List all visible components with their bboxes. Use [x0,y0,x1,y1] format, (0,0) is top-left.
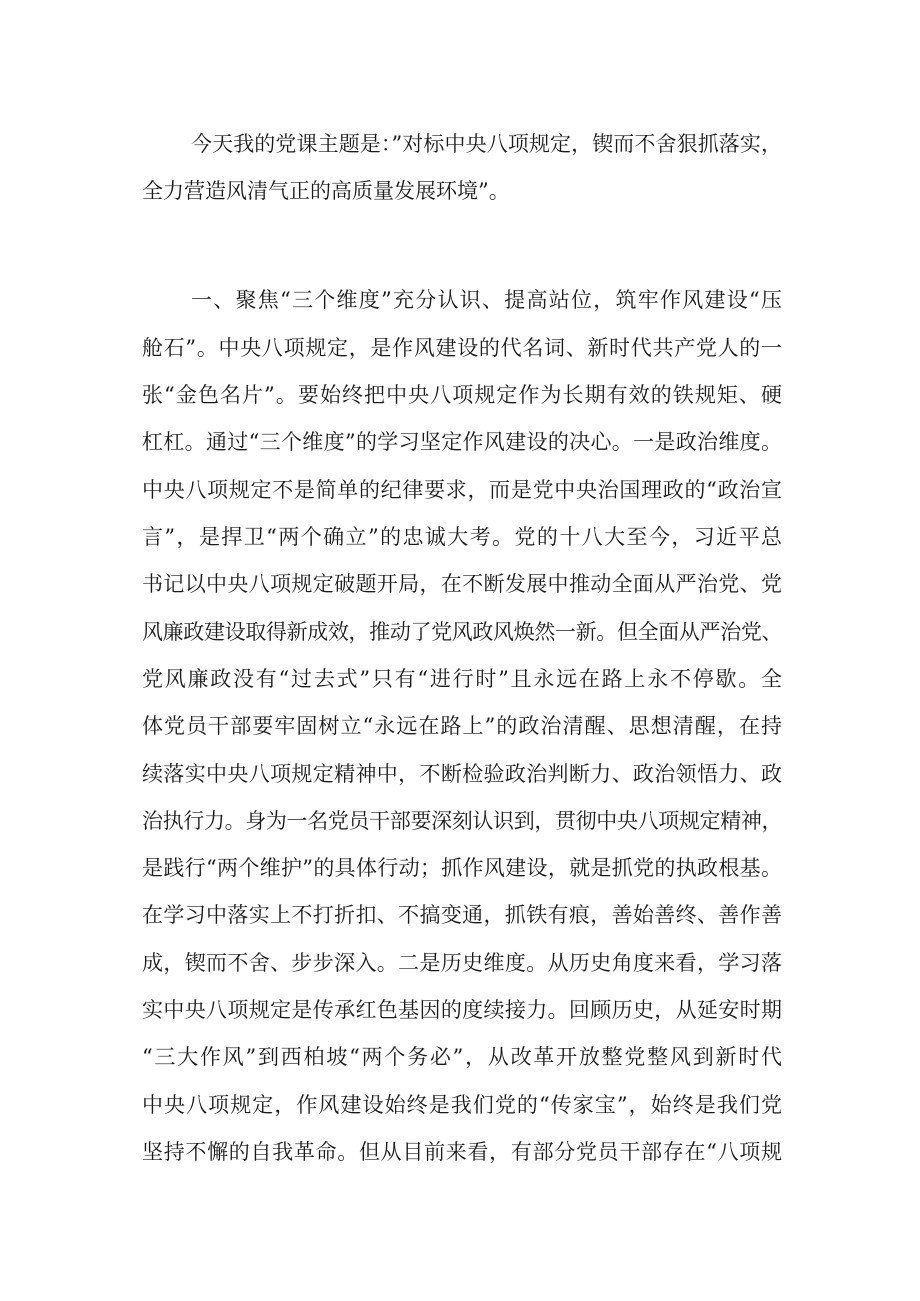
section1-line-7: 书记以中央八项规定破题开局，在不断发展中推动全面从严治党、党 [142,572,782,596]
section1-line-17: “三大作风”到西柏坡“两个务必”，从改革开放整党整风到新时代 [142,1045,782,1069]
section1-line-8: 风廉政建设取得新成效，推动了党风政风焕然一新。但全面从严治党、 [142,620,782,644]
section1-line-6: 言”，是捍卫“两个确立”的忠诚大考。党的十八大至今，习近平总 [142,525,782,549]
section1-line-2: 舱石”。中央八项规定，是作风建设的代名词、新时代共产党人的一 [142,336,782,360]
section1-line-15: 成，锲而不舍、步步深入。二是历史维度。从历史角度来看，学习落 [142,951,782,975]
section1-line-11: 续落实中央八项规定精神中，不断检验政治判断力、政治领悟力、政 [142,762,782,786]
section1-line-3: 张“金色名片”。要始终把中央八项规定作为长期有效的铁规矩、硬 [142,383,782,407]
section1-line-5: 中央八项规定不是简单的纪律要求，而是党中央治国理政的“政治宣 [142,478,782,502]
section1-line-4: 杠杠。通过“三个维度”的学习坚定作风建设的决心。一是政治维度。 [142,430,782,454]
section1-line-13: 是践行“两个维护”的具体行动；抓作风建设，就是抓党的执政根基。 [142,856,782,880]
section1-line-1: 一、聚焦“三个维度”充分认识、提高站位，筑牢作风建设“压 [191,288,782,312]
section1-line-19: 坚持不懈的自我革命。但从目前来看，有部分党员干部存在“八项规 [142,1140,782,1164]
section1-line-12: 治执行力。身为一名党员干部要深刻认识到，贯彻中央八项规定精神， [142,809,782,833]
section1-line-9: 党风廉政没有“过去式”只有“进行时”且永远在路上永不停歇。全 [142,667,782,691]
section1-line-16: 实中央八项规定是传承红色基因的度续接力。回顾历史，从延安时期 [142,998,782,1022]
intro-line-1: 今天我的党课主题是：”对标中央八项规定，锲而不舍狠抓落实， [191,132,782,156]
section1-line-18: 中央八项规定，作风建设始终是我们党的“传家宝”，始终是我们党 [142,1093,782,1117]
intro-line-2: 全力营造风清气正的高质量发展环境”。 [142,179,510,203]
section1-line-10: 体党员干部要牢固树立“永远在路上”的政治清醒、思想清醒，在持 [142,714,782,738]
section1-line-14: 在学习中落实上不打折扣、不搞变通，抓铁有痕，善始善终、善作善 [142,903,782,927]
